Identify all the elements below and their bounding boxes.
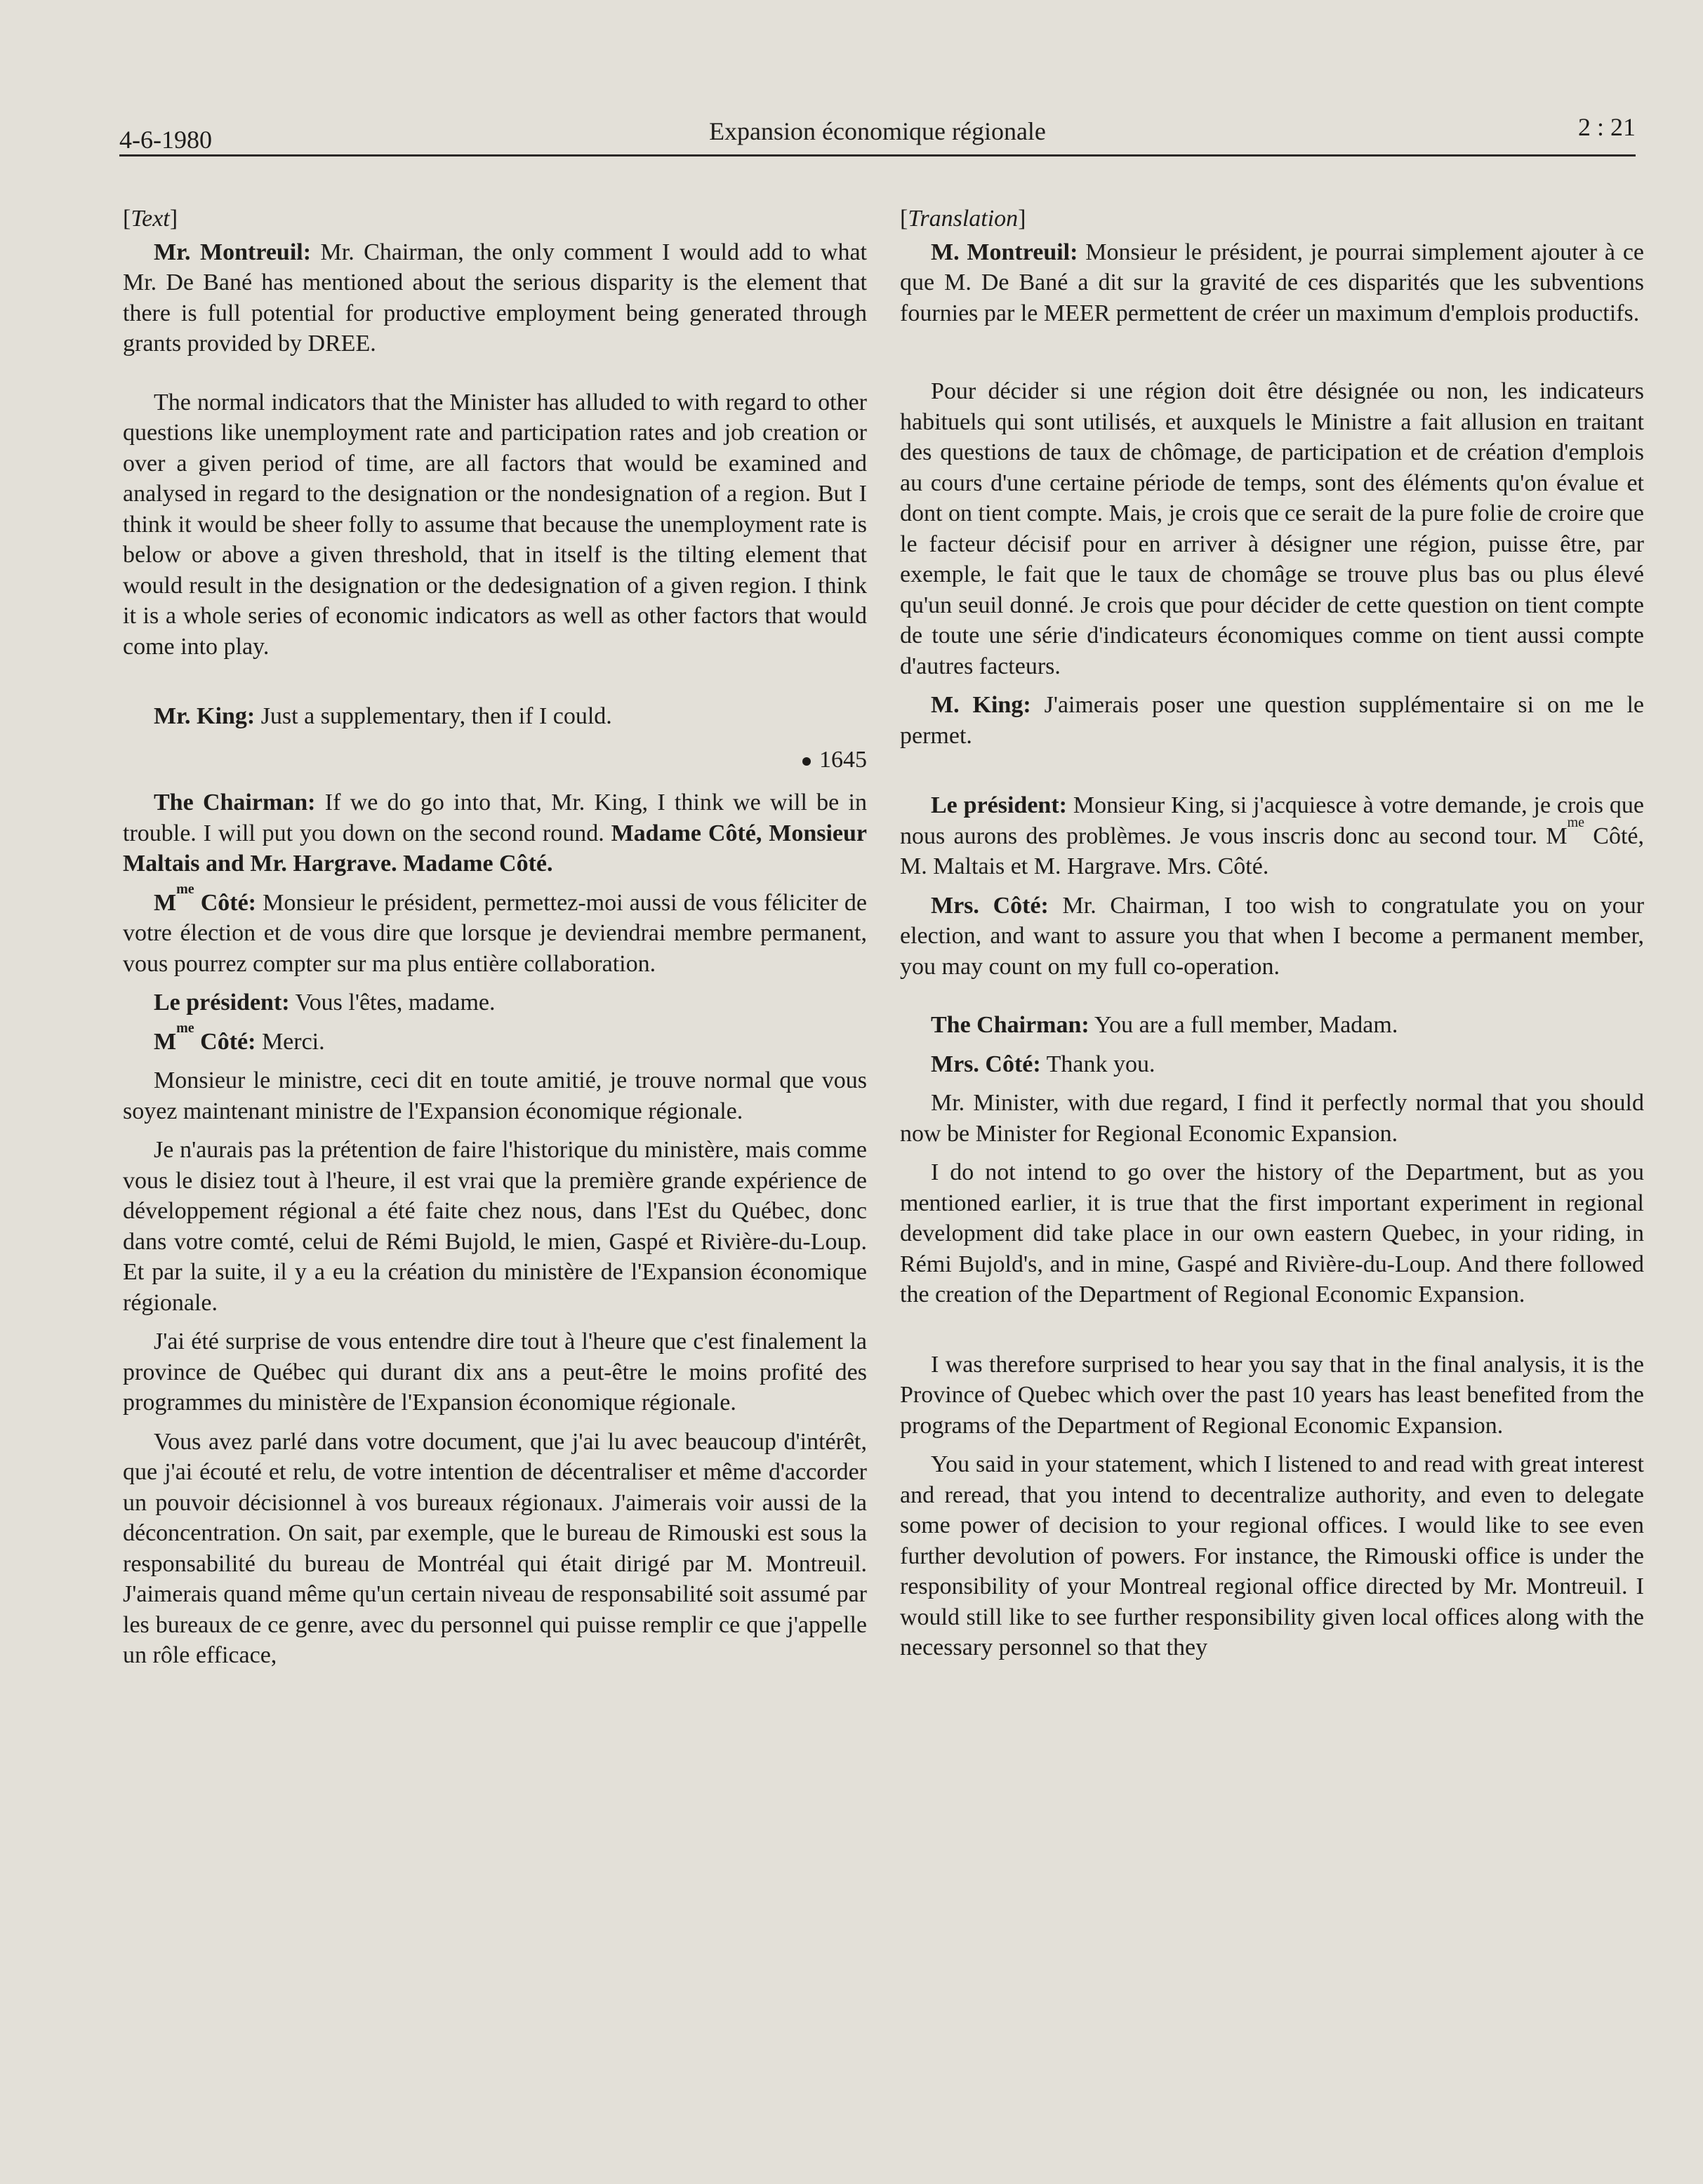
paragraph: Je n'aurais pas la prétention de faire l'historique du ministère, mais comme vous le disiez tout à l'heure, il est vrai que la première grande expérience de développement régional a été faite chez nous, dans l'Est du Québec, donc dans votre comté, celui de Rémi Bujold, le mien, Gaspé et Rivière-du-Loup. Et par la suite, il y a eu la création du ministère de l'Expansion économique régionale. [123,1137,867,1316]
speaker-name: Mr. King: [154,703,256,729]
paragraph: I was therefore surprised to hear you say that in the final analysis, it is the Province of Quebec which over the past 10 years has least benefited from the programs of the Department of Regional Economic Expansion. [900,1351,1644,1439]
paragraph: Mrs. Côté: Mr. Chairman, I too wish to congratulate you on your election, and want to assure you that when I become a permanent member, you may count on my full co-operation. [900,892,1645,980]
speaker-name: Le président: [154,990,290,1016]
paragraph: $M^{me}$ Côté: Merci. [154,1020,325,1055]
paragraph: Mrs. Côté: Thank you. [931,1051,1155,1077]
paragraph: Monsieur le ministre, ceci dit en toute amitié, je trouve normal que vous soyez maintenant ministre de l'Expansion économique régionale. [123,1067,867,1124]
header-date: 4-6-1980 [119,126,212,154]
speaker-name: M. Montreuil: [931,239,1078,265]
paragraph: Mr. Minister, with due regard, I find it perfectly normal that you should now be Minister for Regional Economic Expansion. [900,1090,1644,1147]
speaker-name: Mr. Montreuil: [154,239,312,265]
speaker-name: $M^{me}$ Côté: [154,881,257,916]
speaker-name: Mrs. Côté: [931,1051,1041,1077]
paragraph: The normal indicators that the Minister has alluded to with regard to other questions like unemployment rate and participation rates and job creation or over a given period of time, are all factors that would be examined and analysed in regard to the designation or the nondesignation of a region. But I think it would be sheer folly to assume that because the unemployment rate is below or above a given threshold, that in itself is the tilting element that would result in the designation or the dedesignation of a given region. I think it is a whole series of economic indicators as well as other factors that would come into play. [123,389,867,660]
english-column [123,204,867,1679]
speaker-name: $M^{me}$ Côté: [154,1020,256,1055]
paragraph: Le président: Monsieur King, si j'acquiesce à votre demande, je crois que nous aurons des problèmes. Je vous inscris donc au second tour. $M^{me}$ Côté, M. Maltais et M. Hargrave. Mrs. Côté. [900,792,1644,879]
paragraph: Mr. Montreuil: Mr. Chairman, the only comment I would add to what Mr. De Bané has mentioned about the serious disparity is the element that there is full potential for productive employment being generated through grants provided by DREE. [123,239,867,357]
time-marker: 1645 [123,745,867,775]
paragraph: M. Montreuil: Monsieur le président, je pourrai simplement ajouter à ce que M. De Bané a dit sur la gravité de ces disparités que les subventions fournies par le MEER permettent de créer un maximum d'emplois productifs. [900,239,1644,326]
paragraph: Pour décider si une région doit être désignée ou non, les indicateurs habituels qui sont utilisés, et auxquels le Ministre a fait allusion en traitant des questions de taux de chômage, de participation et de création d'emplois au cours d'une certaine période de temps, sont des éléments qu'on évalue et dont on tient compte. Mais, je crois que ce serait de la pure folie de croire que le facteur décisif pour en arriver à désigner une région, puisse être, par exemple, le fait que le taux de chomâge se trouve plus bas ou plus élevé qu'un seuil donné. Je crois que pour décider de cette question on tient compte de toute une série d'indicateurs économiques comme on tient aussi compte d'autres facteurs. [900,378,1644,679]
paragraph: J'ai été surprise de vous entendre dire tout à l'heure que c'est finalement la province de Québec qui durant dix ans a peut-être le moins profité des programmes du ministère de l'Expansion économique régionale. [123,1329,867,1416]
paragraph: I do not intend to go over the history of the Department, but as you mentioned earlier, it is true that the first important experiment in regional development did take place in our own eastern Quebec, in your riding, in Rémi Bujold's, and in mine, Gaspé and Rivière-du-Loup. And there followed the creation of the Department of Regional Economic Expansion. [900,1159,1644,1307]
speaker-name: The Chairman: [931,1012,1089,1038]
language-tag: [Text] [123,206,178,232]
speaker-name: Mrs. Côté: [931,892,1049,919]
paragraph: M. King: J'aimerais poser une question supplémentaire si on me le permet. [900,692,1644,749]
header-page-number: 2 : 21 [1577,113,1636,141]
language-tag: [Translation] [900,206,1026,232]
paragraph: The Chairman: You are a full member, Madam. [931,1012,1398,1038]
page-header [119,112,1636,157]
header-title: Expansion économique régionale [709,117,1046,145]
speaker-name: The Chairman: [154,790,316,815]
speaker-name: Le président: [931,792,1067,818]
speaker-name: M. King: [931,692,1031,718]
paragraph: The Chairman: If we do go into that, Mr. King, I think we will be in trouble. I will put you down on the second round. Madame Côté, Monsieur Maltais and Mr. Hargrave. Madame Côté. [123,790,867,877]
paragraph: $M^{me}$ Côté: Monsieur le président, permettez-moi aussi de vous féliciter de votre élection et de vous dire que lorsque je deviendrai membre permanent, vous pourrez compter sur ma plus entière collaboration. [123,881,868,977]
paragraph: You said in your statement, which I listened to and read with great interest and reread, that you intend to decentralize authority, and even to delegate some power of decision to your regional offices. I would like to see even further devolution of powers. For instance, the Rimouski office is under the responsibility of your Montreal regional office directed by Mr. Montreuil. I would still like to see further responsibility given local offices along with the necessary personnel so that they [900,1451,1644,1660]
paragraph: Vous avez parlé dans votre document, que j'ai lu avec beaucoup d'intérêt, que j'ai écouté et relu, de votre intention de décentraliser et même d'accorder un pouvoir décisionnel à vos bureaux régionaux. J'aimerais voir aussi de la déconcentration. On sait, par exemple, que le bureau de Rimouski est sous la responsabilité du bureau de Montréal qui était dirigé par M. Montreuil. J'aimerais quand même qu'un certain niveau de responsabilité soit assumé par les bureaux de ce genre, avec du personnel qui puisse remplir ce que j'appelle un rôle efficace, [123,1428,867,1668]
bullet-icon [802,757,811,766]
paragraph: Mr. King: Just a supplementary, then if I could. [154,703,612,729]
paragraph: Le président: Vous l'êtes, madame. [154,990,496,1016]
french-translation-column [900,204,1644,1672]
